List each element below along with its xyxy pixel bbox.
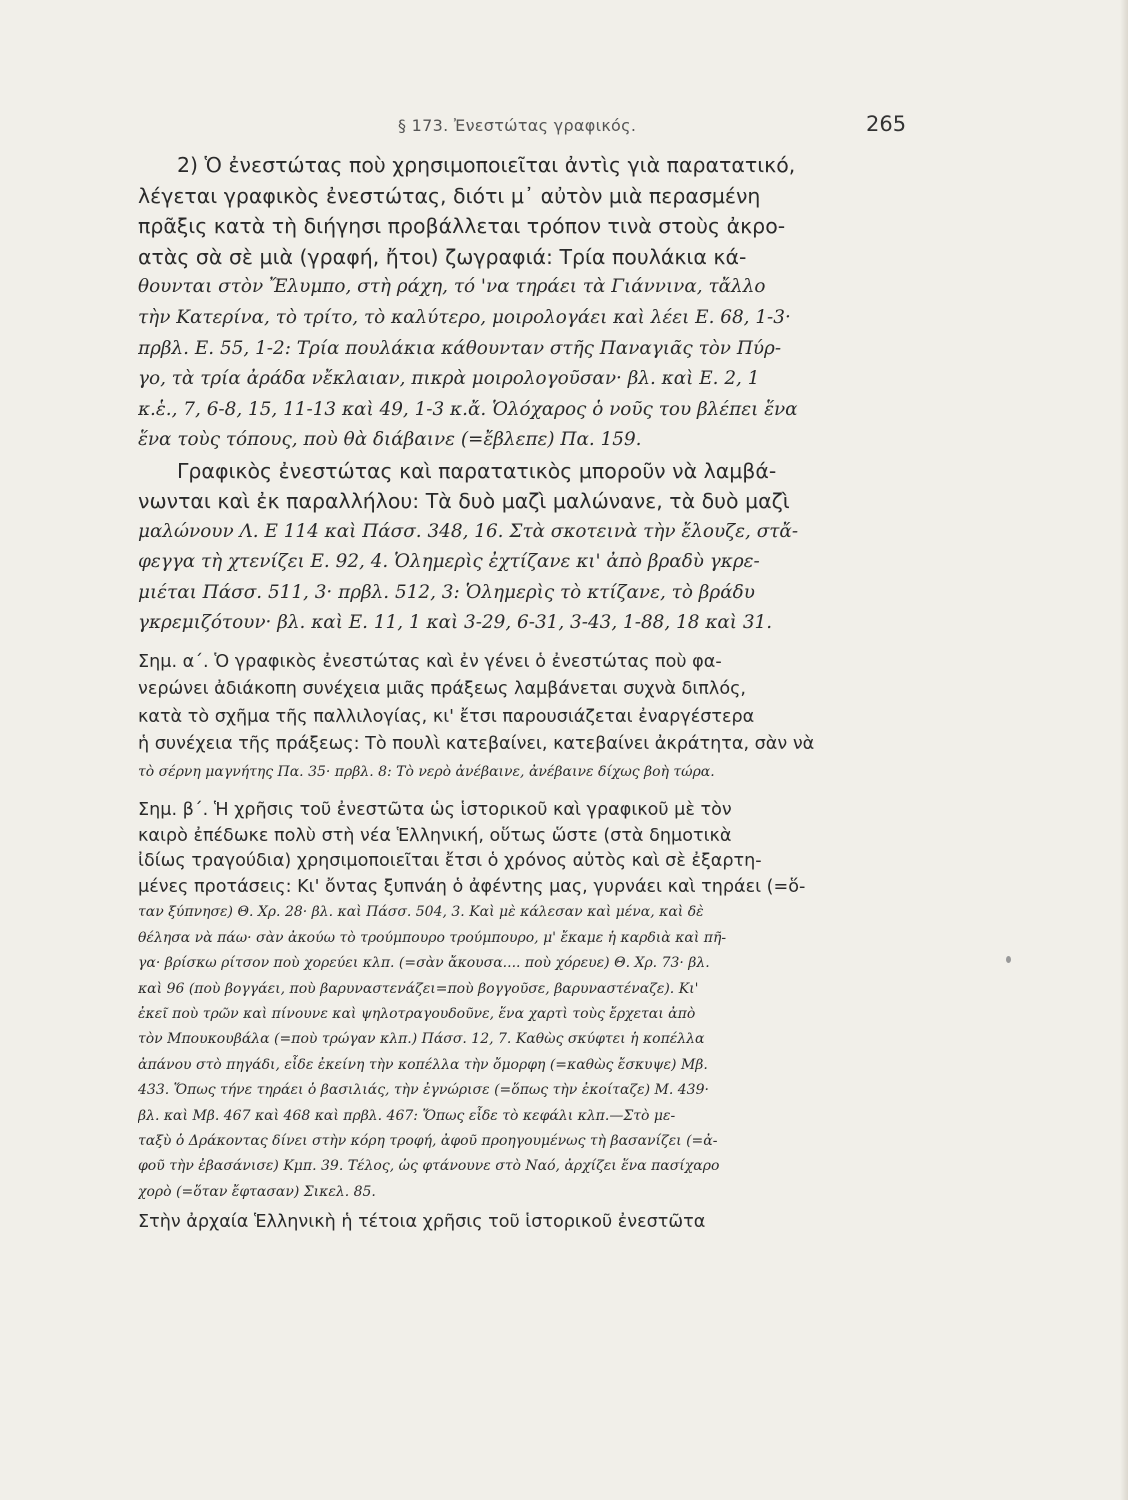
page-number: 265 (866, 112, 907, 136)
text-line: πρβλ. Ε. 55, 1-2: Τρία πουλάκια κάθουνταν στῆς Παναγιᾶς τὸν Πύρ- (138, 337, 782, 359)
text-line: θουνται στὸν Ἔλυμπο, στὴ ράχη, τό 'να τηράει τὰ Γιάννινα, τἄλλο (138, 276, 766, 298)
scan-speck (1006, 956, 1011, 963)
scan-edge-shadow (1120, 0, 1128, 1500)
text-line: γο, τὰ τρία ἀράδα νἔκλαιαν, πικρὰ μοιρολογοῦσαν· βλ. καὶ Ε. 2, 1 (138, 368, 760, 390)
text-line: τὴν Κατερίνα, τὸ τρίτο, τὸ καλύτερο, μοιρολογάει καὶ λέει Ε. 68, 1-3· (138, 306, 791, 328)
text-line: μένες προτάσεις: Κι' ὄντας ξυπνάη ὁ ἀφέντης μας, γυρνάει καὶ τηράει (=ὅ- (138, 876, 806, 897)
text-line: πρᾶξις κατὰ τὴ διήγησι προβάλλεται τρόπον τινὰ στοὺς ἀκρο- (138, 214, 786, 239)
page-body (138, 150, 928, 1236)
text-line: φοῦ τὴν ἐβασάνισε) Κμπ. 39. Τέλος, ὡς φτάνουνε στὸ Ναό, ἀρχίζει ἕνα πασίχαρο (138, 1158, 720, 1175)
text-line: καὶ 96 (ποὺ βογγάει, ποὺ βαρυναστενάζει=ποὺ βογγοῦσε, βαρυναστέναζε). Κι' (138, 980, 699, 997)
text-line: καιρὸ ἐπέδωκε πολὺ στὴ νέα Ἑλληνική, οὕτως ὥστε (στὰ δημοτικὰ (138, 825, 732, 846)
text-line: λέγεται γραφικὸς ἐνεστώτας, διότι μ᾿ αὐτὸν μιὰ περασμένη (138, 183, 761, 208)
text-line: ἕνα τοὺς τόπους, ποὺ θὰ διάβαινε (=ἔβλεπε) Πα. 159. (138, 429, 642, 451)
text-line: τὸν Μπουκουβάλα (=ποὺ τρώγαν κλπ.) Πάσσ. 12, 7. Καθὼς σκύφτει ἡ κοπέλλα (138, 1031, 705, 1048)
text-line: ἐκεῖ ποὺ τρῶν καὶ πίνουνε καὶ ψηλοτραγουδοῦνε, ἕνα χαρτὶ τοὺς ἔρχεται ἀπὸ (138, 1006, 696, 1022)
text-line: γα· βρίσκω ρίτσον ποὺ χορεύει κλπ. (=σὰν ἄκουσα.... ποὺ χόρευε) Θ. Χρ. 73· βλ. (138, 955, 710, 972)
text-line: φεγγα τὴ χτενίζει Ε. 92, 4. Ὁλημερὶς ἐχτίζανε κι' ἀπὸ βραδὺ γκρε- (138, 551, 760, 573)
text-line: ταν ξύπνησε) Θ. Χρ. 28· βλ. καὶ Πάσσ. 504, 3. Καὶ μὲ κάλεσαν καὶ μένα, καὶ δὲ (138, 904, 704, 921)
text-line: βλ. καὶ Μβ. 467 καὶ 468 καὶ πρβλ. 467: Ὅπως εἶδε τὸ κεφάλι κλπ.—Στὸ με- (138, 1107, 676, 1124)
text-line: Γραφικὸς ἐνεστώτας καὶ παρατατικὸς μποροῦν νὰ λαμβά- (177, 458, 777, 483)
note-alpha (138, 649, 928, 787)
text-line: ατὰς σὰ σὲ μιὰ (γραφή, ἤτοι) ζωγραφιά: Τρία πουλάκια κά- (138, 244, 747, 269)
text-line: κ.ἑ., 7, 6-8, 15, 11-13 καὶ 49, 1-3 κ.ἄ. Ὁλόχαρος ὁ νοῦς του βλέπει ἕνα (138, 398, 798, 420)
text-line: 2) Ὁ ἐνεστώτας ποὺ χρησιμοποιεῖται ἀντὶς γιὰ παρατατικό, (177, 153, 796, 177)
text-line: ἡ συνέχεια τῆς πράξεως: Τὸ πουλὶ κατεβαίνει, κατεβαίνει ἀκράτητα, σὰν νὰ (138, 734, 815, 755)
text-line: νερώνει ἀδιάκοπη συνέχεια μιᾶς πράξεως λαμβάνεται συχνὰ διπλός, (138, 679, 746, 700)
text-line: Σημ. α΄. Ὁ γραφικὸς ἐνεστώτας καὶ ἐν γένει ὁ ἐνεστώτας ποὺ φα- (138, 651, 722, 672)
text-line: 433. Ὅπως τήνε τηράει ὁ βασιλιάς, τὴν ἐγνώρισε (=ὅπως τὴν ἐκοίταζε) Μ. 439· (138, 1082, 709, 1099)
text-line: μαλώνουν Λ. Ε 114 καὶ Πάσσ. 348, 16. Στὰ σκοτεινὰ τὴν ἔλουζε, στἄ- (138, 520, 799, 542)
text-line: κατὰ τὸ σχῆμα τῆς παλλιλογίας, κι' ἔτσι παρουσιάζεται ἐναργέστερα (138, 706, 755, 727)
text-line: ταξὺ ὁ Δράκοντας δίνει στὴν κόρη τροφή, ἀφοῦ προηγουμένως τὴ βασανίζει (=ἀ- (138, 1132, 718, 1149)
text-line: Στὴν ἀρχαία Ἑλληνικὴ ἡ τέτοια χρῆσις τοῦ ἱστορικοῦ ἐνεστῶτα (138, 1212, 706, 1233)
running-head: § 173. Ἐνεστώτας γραφικός. (398, 116, 637, 135)
text-line: τὸ σέρνη μαγνήτης Πα. 35· πρβλ. 8: Τὸ νερὸ ἀνέβαινε, ἀνέβαινε δίχως βοὴ τώρα. (138, 763, 715, 780)
page-header (0, 112, 1128, 146)
paragraph-2 (138, 456, 928, 639)
text-line: χορὸ (=ὅταν ἔφτασαν) Σικελ. 85. (138, 1183, 376, 1200)
text-line: Σημ. β΄. Ἡ χρῆσις τοῦ ἐνεστῶτα ὡς ἱστορικοῦ καὶ γραφικοῦ μὲ τὸν (138, 800, 732, 821)
text-line: ἰδίως τραγούδια) χρησιμοποιεῖται ἔτσι ὁ χρόνος αὐτὸς καὶ σὲ ἐξαρτη- (138, 851, 762, 872)
note-beta (138, 798, 928, 1205)
text-line: θέλησα νὰ πάω· σὰν ἀκούω τὸ τρούμπουρο τρούμπουρο, μ' ἔκαμε ἡ καρδιὰ καὶ πῆ- (138, 929, 727, 946)
text-line: νωνται καὶ ἐκ παραλλήλου: Τὰ δυὸ μαζὶ μαλώνανε, τὰ δυὸ μαζὶ (138, 489, 790, 514)
text-line: μιέται Πάσσ. 511, 3· πρβλ. 512, 3: Ὁλημερὶς τὸ κτίζανε, τὸ βράδυ (138, 581, 755, 603)
paragraph-1 (138, 150, 928, 456)
text-line: ἀπάνου στὸ πηγάδι, εἶδε ἐκείνη τὴν κοπέλλα τὴν ὄμορφη (=καθὼς ἔσκυψε) Μβ. (138, 1056, 708, 1073)
text-line: γκρεμιζότουν· βλ. καὶ Ε. 11, 1 καὶ 3-29, 6-31, 3-43, 1-88, 18 καὶ 31. (138, 612, 773, 634)
closing-paragraph (138, 1208, 928, 1236)
